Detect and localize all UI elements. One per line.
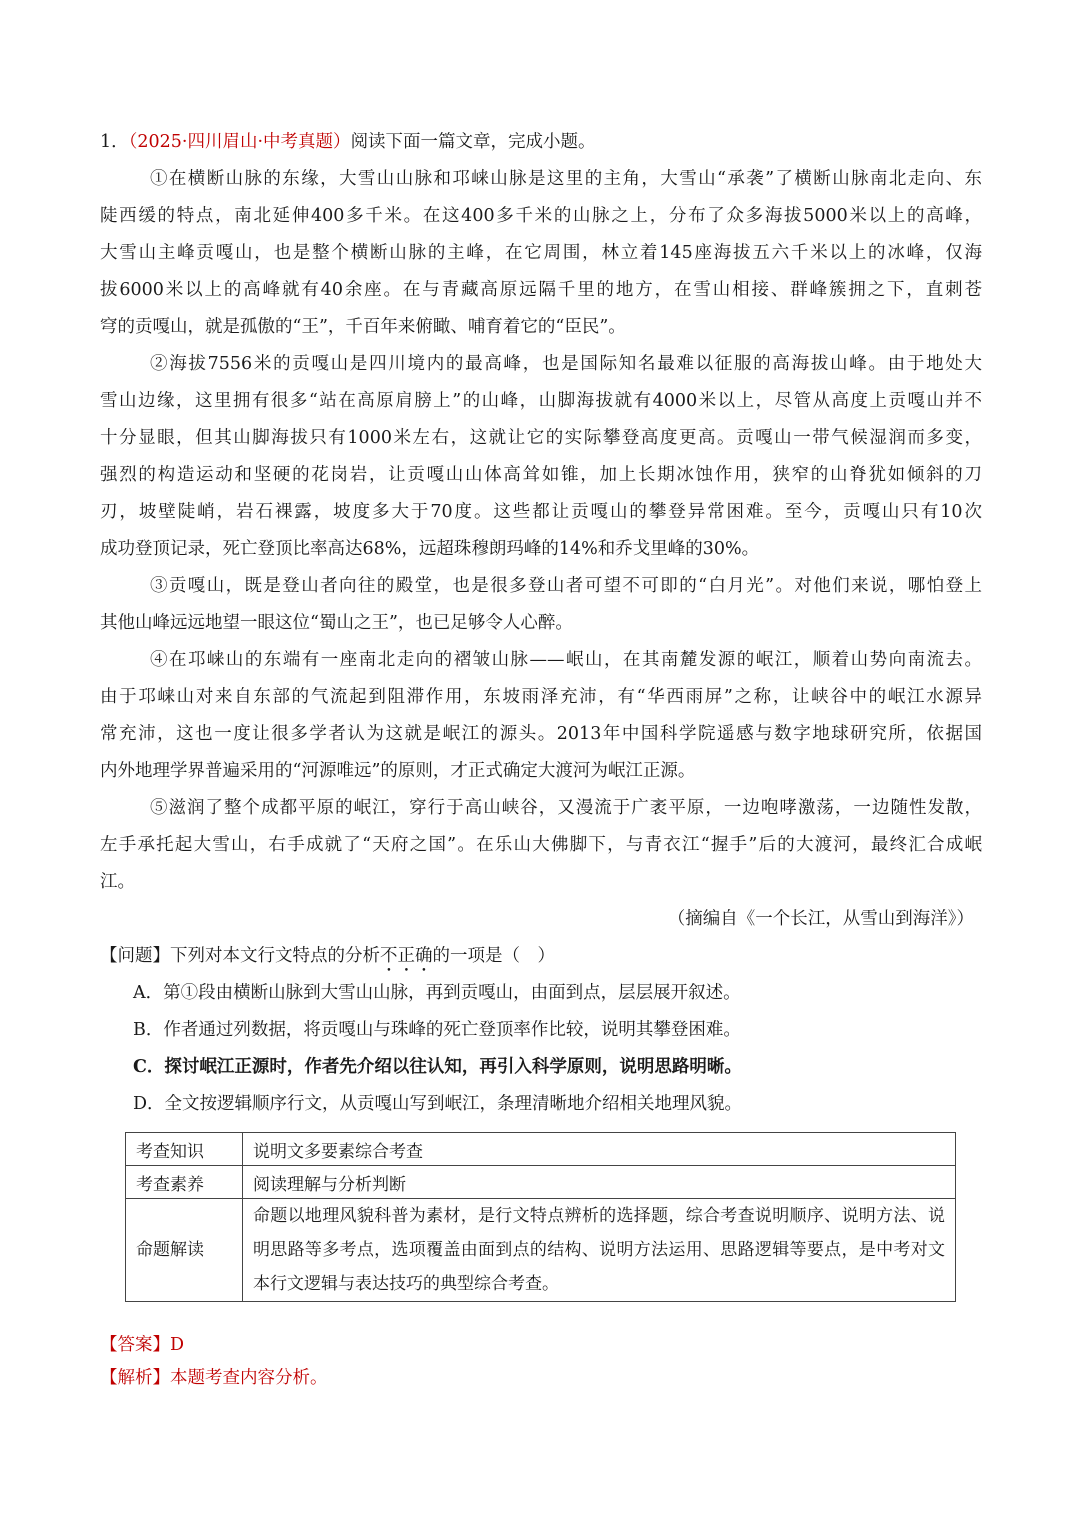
problem-text: 下列对本文行文特点的分析 <box>170 946 380 966</box>
passage-line: 陡西缓的特点，南北延伸400多千米。在这400多千米的山脉之上，分布了众多海拔5000米以上的高峰， <box>100 206 982 226</box>
passage-line: 刃，坡壁陡峭，岩石裸露，坡度多大于70度。这些都让贡嘎山的攀登异常困难。至今，贡嘎山只有10次 <box>100 502 982 522</box>
passage-line: 常充沛，这也一度让很多学者认为这就是岷江的源头。2013年中国科学院遥感与数字地球研究所，依据国 <box>100 724 982 744</box>
passage-line: 拔6000米以上的高峰就有40余座。在与青藏高原远隔千里的地方，在雪山相接、群峰簇拥之下，直刺苍 <box>100 280 982 300</box>
answer-label: 【答案】 <box>100 1335 170 1355</box>
citation: （摘编自《一个长江，从雪山到海洋》） <box>667 909 974 929</box>
analysis-label: 【解析】 <box>100 1368 170 1388</box>
option-d: D．全文按逻辑顺序行文，从贡嘎山写到岷江，条理清晰地介绍相关地理风貌。 <box>133 1094 743 1114</box>
table-value: 阅读理解与分析判断 <box>243 1166 956 1199</box>
table-value: 命题以地理风貌科普为素材，是行文特点辨析的选择题，综合考查说明顺序、说明方法、说明思路等多考点，选项覆盖由面到点的结构、说明方法运用、思路逻辑等要点，是中考对文本行文逻辑与表达技巧的典型综合考查。 <box>243 1199 956 1302</box>
answer-line <box>100 1331 184 1356</box>
option-a: A．第①段由横断山脉到大雪山山脉，再到贡嘎山，由面到点，层层展开叙述。 <box>133 983 741 1003</box>
problem-emphasis: 不正确 <box>380 946 433 966</box>
passage-paragraph-1 <box>100 161 982 346</box>
passage-line: 强烈的构造运动和坚硬的花岗岩，让贡嘎山山体高耸如锥，加上长期冰蚀作用，狭窄的山脊犹如倾斜的刀 <box>100 465 982 485</box>
table-value: 说明文多要素综合考查 <box>243 1133 956 1166</box>
passage-line: 大雪山主峰贡嘎山，也是整个横断山脉的主峰，在它周围，林立着145座海拔五六千米以上的冰峰，仅海 <box>100 243 982 263</box>
passage-line: ④在邛崃山的东端有一座南北走向的褶皱山脉——岷山，在其南麓发源的岷江，顺着山势向南流去。 <box>150 650 982 670</box>
question-number: 1． <box>100 132 129 152</box>
table-row <box>126 1133 956 1166</box>
question-header <box>100 124 982 161</box>
passage-paragraph-2 <box>100 346 982 568</box>
option-c: C．探讨岷江正源时，作者先介绍以往认知，再引入科学原则，说明思路明晰。 <box>133 1057 742 1077</box>
passage-line: 由于邛崃山对来自东部的气流起到阻滞作用，东坡雨泽充沛，有“华西雨屏”之称，让峡谷中的岷江水源异 <box>100 687 982 707</box>
passage-paragraph-5 <box>100 790 982 901</box>
passage-line: 其他山峰远远地望一眼这位“蜀山之王”，也已足够令人心醉。 <box>100 613 573 633</box>
table-row <box>126 1166 956 1199</box>
problem-stem <box>100 938 982 975</box>
analysis-value: 本题考查内容分析。 <box>170 1368 328 1388</box>
analysis-table <box>125 1132 956 1302</box>
answer-value: D <box>170 1335 185 1355</box>
table-row <box>126 1199 956 1302</box>
problem-label: 【问题】 <box>100 946 170 966</box>
passage-paragraph-4 <box>100 642 982 790</box>
passage-line: 江。 <box>100 872 135 892</box>
analysis-line <box>100 1364 328 1389</box>
passage-line: ③贡嘎山，既是登山者向往的殿堂，也是很多登山者可望不可即的“白月光”。对他们来说，哪怕登上 <box>150 576 982 596</box>
passage-line: ②海拔7556米的贡嘎山是四川境内的最高峰，也是国际知名最难以征服的高海拔山峰。由于地处大 <box>150 354 982 374</box>
passage-line: 雪山边缘，这里拥有很多“站在高原肩膀上”的山峰，山脚海拔就有4000米以上，尽管从高度上贡嘎山并不 <box>100 391 982 411</box>
passage-line: 成功登顶记录，死亡登顶比率高达68%，远超珠穆朗玛峰的14%和乔戈里峰的30%。 <box>100 539 760 559</box>
question-prompt: 阅读下面一篇文章，完成小题。 <box>350 132 596 152</box>
table-key: 考查知识 <box>126 1133 243 1166</box>
option-b: B．作者通过列数据，将贡嘎山与珠峰的死亡登顶率作比较，说明其攀登困难。 <box>133 1020 741 1040</box>
passage-line: ⑤滋润了整个成都平原的岷江，穿行于高山峡谷，又漫流于广袤平原，一边咆哮激荡，一边随性发散， <box>150 798 982 818</box>
passage-line: 内外地理学界普遍采用的“河源唯远”的原则，才正式确定大渡河为岷江正源。 <box>100 761 696 781</box>
passage-line: 左手承托起大雪山，右手成就了“天府之国”。在乐山大佛脚下，与青衣江“握手”后的大渡河，最终汇合成岷 <box>100 835 982 855</box>
table-key: 考查素养 <box>126 1166 243 1199</box>
passage-paragraph-3 <box>100 568 982 642</box>
question-source: （2025·四川眉山·中考真题） <box>128 132 351 152</box>
table-key: 命题解读 <box>126 1199 243 1302</box>
passage-line: 十分显眼，但其山脚海拔只有1000米左右，这就让它的实际攀登高度更高。贡嘎山一带气候湿润而多变， <box>100 428 982 448</box>
document-body <box>100 124 982 1123</box>
passage-line: ①在横断山脉的东缘，大雪山山脉和邛崃山脉是这里的主角，大雪山“承袭”了横断山脉南北走向、东 <box>150 169 982 189</box>
problem-text-end: 的一项是（ ） <box>432 946 555 966</box>
passage-line: 穹的贡嘎山，就是孤傲的“王”，千百年来俯瞰、哺育着它的“臣民”。 <box>100 317 626 337</box>
